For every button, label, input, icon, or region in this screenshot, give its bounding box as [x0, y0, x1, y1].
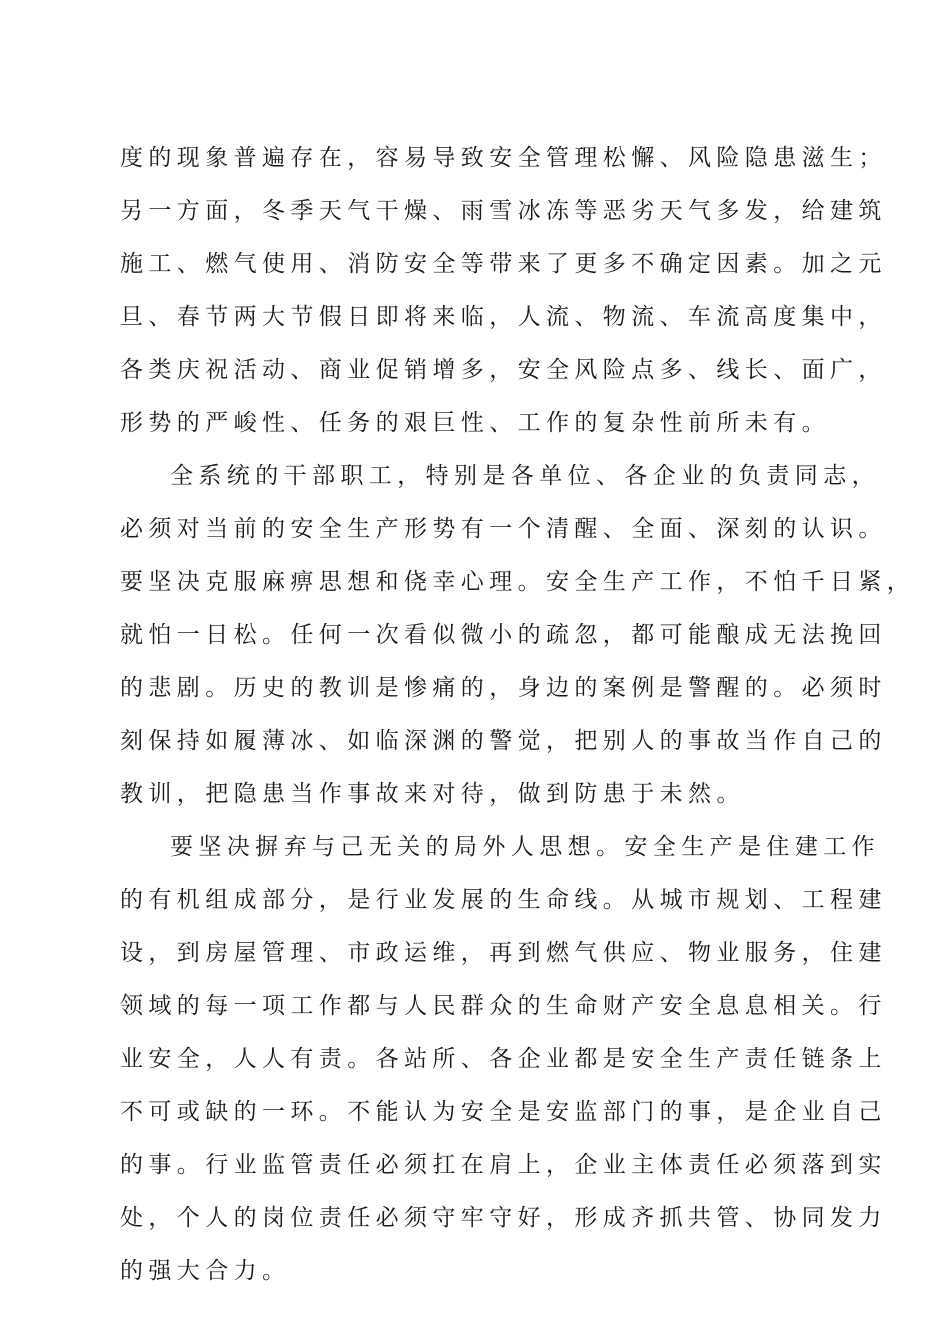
paragraph-3: [120, 821, 887, 1298]
text-line: 要坚决克服麻痹思想和侥幸心理。安全生产工作，不怕千日紧，: [120, 569, 916, 595]
text-line: 的有机组成部分，是行业发展的生命线。从城市规划、工程建: [120, 887, 887, 913]
text-line: 形势的严峻性、任务的艰巨性、工作的复杂性前所未有。: [120, 410, 830, 436]
text-line: 的悲剧。历史的教训是惨痛的，身边的案例是警醒的。必须时: [120, 675, 887, 701]
paragraph-1: [120, 132, 887, 450]
text-line: 不可或缺的一环。不能认为安全是安监部门的事，是企业自己: [120, 1099, 887, 1125]
text-line: 教训，把隐患当作事故来对待，做到防患于未然。: [120, 781, 745, 807]
text-line: 各类庆祝活动、商业促销增多，安全风险点多、线长、面广，: [120, 357, 887, 383]
text-line: 另一方面，冬季天气干燥、雨雪冰冻等恶劣天气多发，给建筑: [120, 198, 887, 224]
text-line: 的事。行业监管责任必须扛在肩上，企业主体责任必须落到实: [120, 1152, 887, 1178]
text-line: 处，个人的岗位责任必须守牢守好，形成齐抓共管、协同发力: [120, 1205, 887, 1231]
text-line: 设，到房屋管理、市政运维，再到燃气供应、物业服务，住建: [120, 940, 887, 966]
text-line: 的强大合力。: [120, 1258, 291, 1284]
text-line: 就怕一日松。任何一次看似微小的疏忽，都可能酿成无法挽回: [120, 622, 887, 648]
paragraph-2: [120, 450, 916, 821]
text-line: 领域的每一项工作都与人民群众的生命财产安全息息相关。行: [120, 993, 887, 1019]
text-line: 必须对当前的安全生产形势有一个清醒、全面、深刻的认识。: [120, 516, 887, 542]
text-line: 度的现象普遍存在，容易导致安全管理松懈、风险隐患滋生；: [120, 145, 887, 171]
text-line: 旦、春节两大节假日即将来临，人流、物流、车流高度集中，: [120, 304, 887, 330]
text-line: 业安全，人人有责。各站所、各企业都是安全生产责任链条上: [120, 1046, 887, 1072]
text-line-first: 全系统的干部职工，特别是各单位、各企业的负责同志，: [170, 463, 880, 489]
body-text: [120, 132, 916, 1298]
text-line: 施工、燃气使用、消防安全等带来了更多不确定因素。加之元: [120, 251, 887, 277]
text-line-first: 要坚决摒弃与己无关的局外人思想。安全生产是住建工作: [170, 834, 880, 860]
text-line: 刻保持如履薄冰、如临深渊的警觉，把别人的事故当作自己的: [120, 728, 887, 754]
